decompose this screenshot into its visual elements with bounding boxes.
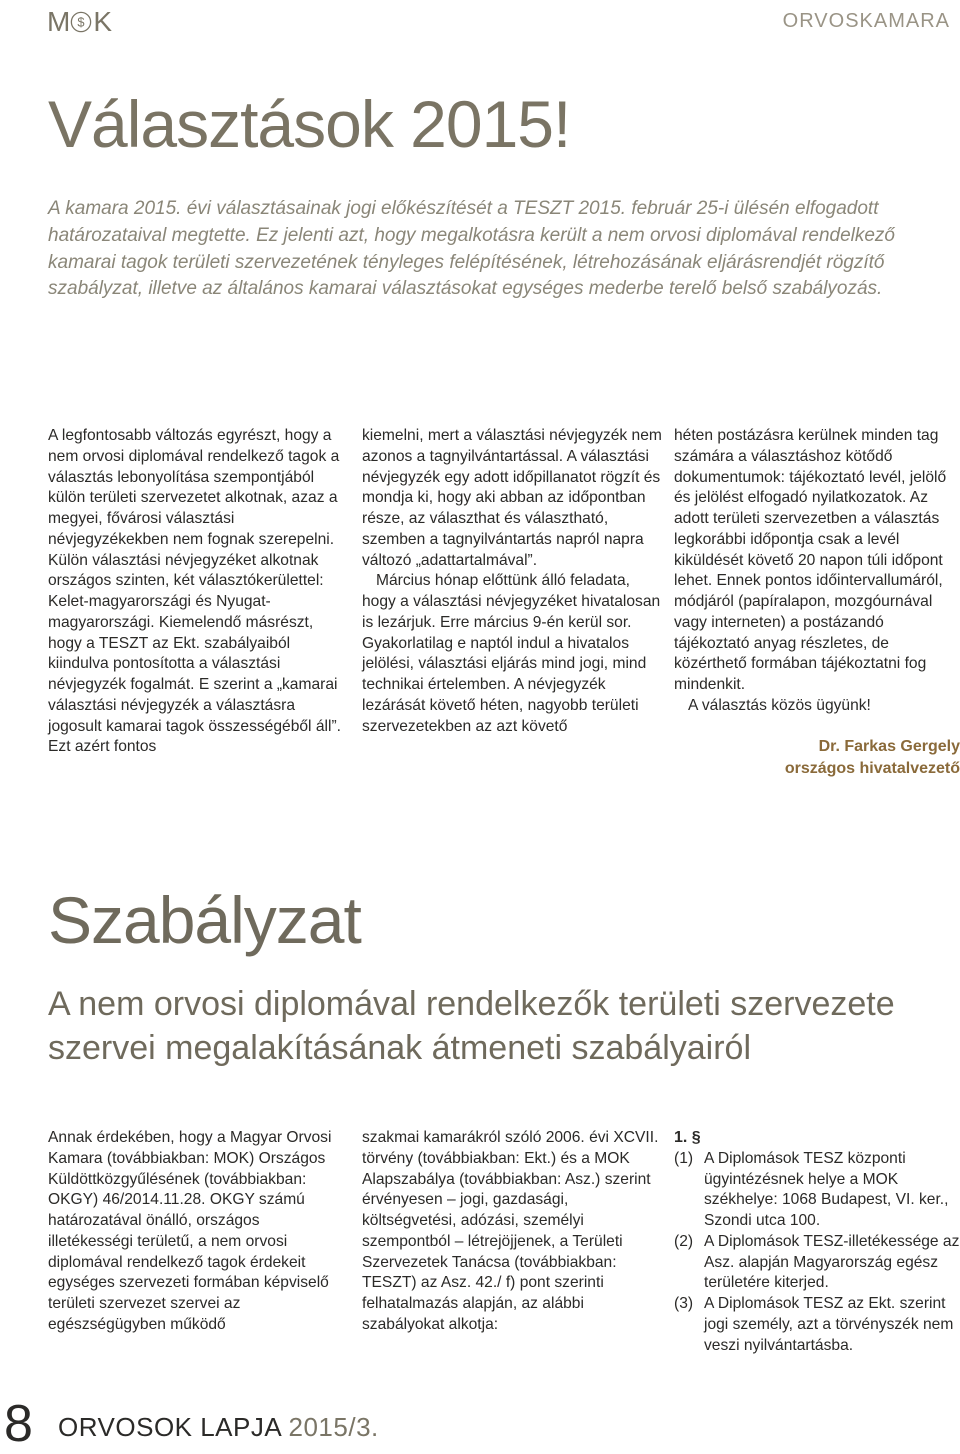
rules-col2-text: szakmai kamarákról szóló 2006. évi XCVII. törvény (továbbiakban: Ekt.) és a MOK Alapszabálya (továbbiakban: Asz.) szerint érvényesen – jogi, gazdasági, költségvetési, adózási, személyi szempontból – létrejöjjenek, a Területi Szervezetek Tanácsa (továbbiakban: TESZT) az Asz. 42./ f) pont szerinti felhatalmazás alapján, az alábbi szabályokat alkotja:	[362, 1129, 659, 1333]
article-column-1	[48, 426, 348, 758]
article-col2-para-2: Március hónap előttünk álló feladata, hogy a választási névjegyzéket hivatalosan is lezárjuk. Erre március 9-én kerül sor. Gyakorlatilag e naptól indul a hivatalos jelölési, választási eljárás mind jogi, mind technikai értelemben. A névjegyzék lezárását követő héten, nagyobb területi szervezetekben az azt követő	[362, 572, 661, 735]
list-item-text: A Diplomások TESZ az Ekt. szerint jogi személy, azt a törvényszék nem veszi nyilvántartásba.	[704, 1295, 954, 1354]
signature	[674, 736, 960, 780]
rules-col1-text: Annak érdekében, hogy a Magyar Orvosi Kamara (továbbiakban: MOK) Országos Küldöttközgyűlésének (továbbiakban: OKGY) 46/2014.11.28. OKGY számú határozatával önálló, országos illetékességi területű, a nem orvosi diplomával rendelkező tagok érdekeit egységes szervezeti formában képviselő területi szervezet szervei az egészségügyben működő	[48, 1129, 332, 1333]
logo-letter-k: K	[93, 6, 112, 37]
list-item-text: A Diplomások TESZ-illetékessége az Asz. alapján Magyarország egész területére kiterjed.	[704, 1232, 960, 1292]
caduceus-logo-icon	[70, 11, 92, 33]
section-title: Szabályzat	[48, 883, 361, 957]
article-col2-para-1: kiemelni, mert a választási névjegyzék nem azonos a tagnyilvántartással. A választási névjegyzék egy adott időpillanatot rögzít és mondja ki, hogy aki abban az időpontban része, az választhat és választható, szemben a tagnyilvántartás napról napra változó „adattartalmával”.	[362, 427, 662, 569]
article-title: Választások 2015!	[48, 87, 571, 161]
list-item-number: (1)	[674, 1149, 694, 1167]
list-item	[674, 1294, 960, 1356]
article-col1-text: A legfontosabb változás egyrészt, hogy a nem orvosi diplomával rendelkező tagok a választás lebonyolítása szempontjából külön területi szervezetet alkotnak, azaz a megyei, fővárosi választási névjegyzékekben nem fognak szerepelni. Külön választási névjegyzéket alkotnak országos szinten, két választókerülettel: Kelet-magyarországi és Nyugat-magyarországi. Kiemelendő másrészt, hogy a TESZT az Ekt. szabályaiból kiindulva pontosította a választási névjegyzék fogalmát. E szerint a „kamarai választási névjegyzék a választásra jogosult kamarai tagok összességéből áll”. Ezt azért fontos	[48, 427, 341, 756]
list-item-text: A Diplomások TESZ központi ügyintézésnek helye a MOK székhelye: 1068 Budapest, VI. ker., Szondi utca 100.	[704, 1149, 949, 1229]
article-col3-para-1: héten postázásra kerülnek minden tag számára a választáshoz kötődő dokumentumok: tájékoztató levél, jelölő és jelölést elfogadó nyilatkozatok. Az adott területi szervezetben a választás legkorábbi időpontja csak a levél kiküldését követő 20 napon túli időpont lehet. Ennek pontos időintervallumáról, módjáról (papíralapon, mozgóurnával vagy interneten) a postázandó tájékoztató anyag részletes, de közérthető formában tájékoztatni fog mindenkit.	[674, 427, 947, 693]
signature-role: országos hivatalvezető	[784, 759, 960, 777]
publication-name: ORVOSOK LAPJA	[58, 1412, 281, 1442]
rules-column-3	[674, 1128, 960, 1356]
list-item-number: (3)	[674, 1295, 694, 1312]
logo-mark-symbol: $	[77, 14, 85, 30]
section-label: ORVOSKAMARA	[782, 10, 950, 32]
article-col3-para-2: A választás közös ügyünk!	[688, 696, 871, 714]
mok-logo	[47, 6, 111, 38]
section-subtitle: A nem orvosi diplomával rendelkezők területi szervezete szervei megalakításának átmeneti szabályairól	[48, 985, 895, 1067]
rules-list	[674, 1149, 960, 1357]
article-lead: A kamara 2015. évi választásainak jogi előkészítését a TESZT 2015. február 25-i ülésén elfogadott határozataival megtette. Ez jelenti azt, hogy megalkotásra került a nem orvosi diplomával rendelkező kamarai tagok területi szervezetének tényleges felépítésének, létrehozásának eljárásrendjét rögzítő szabályzat, illetve az általános kamarai választásokat egységes mederbe terelő belső szabályozás.	[48, 198, 895, 300]
list-item-number: (2)	[674, 1232, 694, 1250]
signature-name: Dr. Farkas Gergely	[818, 737, 960, 755]
article-column-3	[674, 426, 960, 780]
rules-column-2	[362, 1128, 662, 1336]
paragraph-number: 1. §	[674, 1129, 701, 1146]
rules-column-1	[48, 1128, 348, 1336]
publication-issue: 2015/3.	[288, 1412, 379, 1442]
article-column-2	[362, 426, 662, 737]
list-item	[674, 1232, 960, 1294]
page-number: 8	[4, 1395, 33, 1453]
publication-footer	[58, 1412, 379, 1443]
list-item	[674, 1149, 960, 1232]
logo-letter-m: M	[47, 6, 70, 37]
